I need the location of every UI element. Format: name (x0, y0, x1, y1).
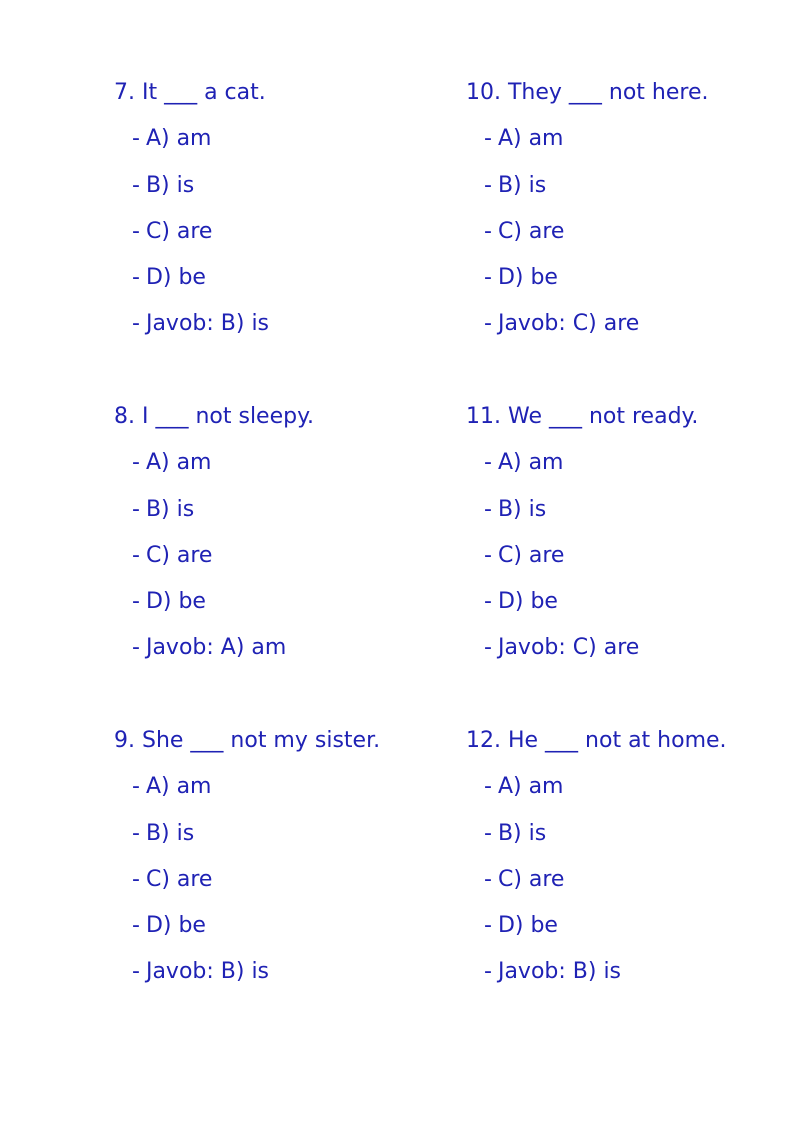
option-c: - C) are (484, 218, 565, 244)
option-a: - A) am (484, 774, 564, 800)
option-b: - B) is (132, 172, 195, 198)
option-b: - B) is (484, 172, 547, 198)
option-b: - B) is (132, 496, 195, 522)
answer-line: - Javob: C) are (484, 635, 640, 661)
question-prompt: 9. She ___ not my sister. (114, 728, 381, 753)
option-c: - C) are (484, 866, 565, 892)
question-block-10 (466, 78, 786, 339)
question-prompt: 8. I ___ not sleepy. (114, 404, 314, 429)
option-d: - D) be (132, 913, 206, 939)
question-block-9 (114, 726, 434, 987)
option-list (114, 448, 434, 663)
option-d: - D) be (132, 589, 206, 615)
option-d: - D) be (484, 589, 558, 615)
answer-line: - Javob: B) is (132, 959, 270, 985)
question-block-11 (466, 402, 786, 663)
option-d: - D) be (484, 265, 558, 291)
option-d: - D) be (484, 913, 558, 939)
option-c: - C) are (132, 542, 213, 568)
answer-line: - Javob: B) is (132, 311, 270, 337)
option-c: - C) are (132, 218, 213, 244)
question-prompt: 10. They ___ not here. (466, 80, 709, 105)
answer-line: - Javob: A) am (132, 635, 287, 661)
option-b: - B) is (484, 496, 547, 522)
option-a: - A) am (484, 450, 564, 476)
option-c: - C) are (132, 866, 213, 892)
option-list (114, 124, 434, 339)
option-a: - A) am (132, 450, 212, 476)
option-a: - A) am (132, 126, 212, 152)
option-b: - B) is (484, 820, 547, 846)
answer-line: - Javob: C) are (484, 311, 640, 337)
question-prompt: 7. It ___ a cat. (114, 80, 266, 105)
question-block-8 (114, 402, 434, 663)
option-b: - B) is (132, 820, 195, 846)
option-a: - A) am (132, 774, 212, 800)
option-c: - C) are (484, 542, 565, 568)
question-prompt: 12. He ___ not at home. (466, 728, 727, 753)
option-list (466, 772, 786, 987)
answer-line: - Javob: B) is (484, 959, 622, 985)
question-block-12 (466, 726, 786, 987)
option-list (466, 448, 786, 663)
option-list (114, 772, 434, 987)
question-block-7 (114, 78, 434, 339)
option-a: - A) am (484, 126, 564, 152)
option-d: - D) be (132, 265, 206, 291)
option-list (466, 124, 786, 339)
question-prompt: 11. We ___ not ready. (466, 404, 699, 429)
